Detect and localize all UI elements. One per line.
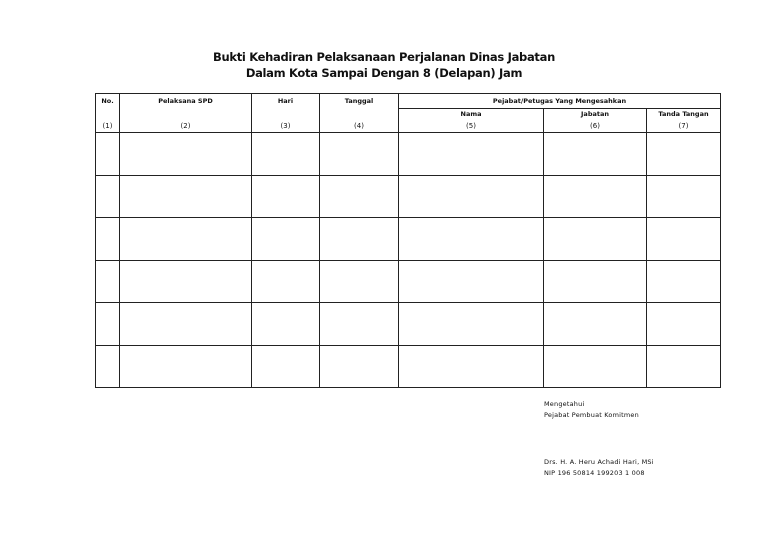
- mengetahui-label: Mengetahui: [544, 400, 585, 408]
- table-cell[interactable]: [399, 345, 544, 388]
- table-cell[interactable]: [252, 133, 320, 176]
- table-row: [96, 345, 721, 388]
- table-cell[interactable]: [647, 133, 721, 176]
- table-body: [96, 133, 721, 388]
- table-cell[interactable]: [252, 218, 320, 261]
- table-cell[interactable]: [252, 345, 320, 388]
- table-cell[interactable]: [320, 218, 399, 261]
- signatory-block: [544, 457, 654, 479]
- table-cell[interactable]: [399, 218, 544, 261]
- table-cell[interactable]: [647, 175, 721, 218]
- attendance-table: [95, 93, 721, 388]
- col-header-pelaksana: Pelaksana SPD: [120, 94, 252, 109]
- table-cell[interactable]: [96, 345, 120, 388]
- table-row: [96, 175, 721, 218]
- col-header-tanda-tangan: Tanda Tangan: [647, 109, 721, 120]
- col-header-hari: Hari: [252, 94, 320, 109]
- table-row: [96, 260, 721, 303]
- title-line-1: Bukti Kehadiran Pelaksanaan Perjalanan Dinas Jabatan: [213, 50, 555, 64]
- table-cell[interactable]: [252, 175, 320, 218]
- col-number: (6): [544, 119, 647, 133]
- table-cell[interactable]: [647, 218, 721, 261]
- header-row-1: [96, 94, 721, 109]
- header-row-2: [96, 109, 721, 120]
- col-number: (3): [252, 119, 320, 133]
- table-cell[interactable]: [320, 175, 399, 218]
- title-line-2: Dalam Kota Sampai Dengan 8 (Delapan) Jam: [245, 66, 523, 80]
- col-header-no: No.: [96, 94, 120, 109]
- table-cell[interactable]: [399, 175, 544, 218]
- table-cell[interactable]: [96, 260, 120, 303]
- col-header-nama: Nama: [399, 109, 544, 120]
- table-cell[interactable]: [544, 260, 647, 303]
- table-cell[interactable]: [96, 133, 120, 176]
- table-row: [96, 303, 721, 346]
- table-cell[interactable]: [252, 303, 320, 346]
- table-cell[interactable]: [544, 133, 647, 176]
- header-spacer: [120, 109, 252, 120]
- col-number: (2): [120, 119, 252, 133]
- table-cell[interactable]: [320, 345, 399, 388]
- table-cell[interactable]: [120, 303, 252, 346]
- table-cell[interactable]: [544, 175, 647, 218]
- col-number: (5): [399, 119, 544, 133]
- document-title: [0, 49, 768, 81]
- table-cell[interactable]: [647, 260, 721, 303]
- table-cell[interactable]: [120, 260, 252, 303]
- table-cell[interactable]: [320, 303, 399, 346]
- approval-block: [544, 399, 639, 421]
- table-cell[interactable]: [96, 218, 120, 261]
- table-cell[interactable]: [399, 260, 544, 303]
- signatory-name: Drs. H. A. Heru Achadi Hari, MSi: [544, 458, 654, 466]
- table-cell[interactable]: [647, 345, 721, 388]
- col-header-pejabat: Pejabat/Petugas Yang Mengesahkan: [399, 94, 721, 109]
- col-number: (4): [320, 119, 399, 133]
- pejabat-title: Pejabat Pembuat Komitmen: [544, 411, 639, 419]
- table-cell[interactable]: [647, 303, 721, 346]
- table-cell[interactable]: [399, 133, 544, 176]
- column-number-row: [96, 119, 721, 133]
- table-cell[interactable]: [96, 303, 120, 346]
- col-header-jabatan: Jabatan: [544, 109, 647, 120]
- table-cell[interactable]: [252, 260, 320, 303]
- col-number: (7): [647, 119, 721, 133]
- table-cell[interactable]: [120, 175, 252, 218]
- table-cell[interactable]: [120, 218, 252, 261]
- table-cell[interactable]: [544, 218, 647, 261]
- table-row: [96, 133, 721, 176]
- table-row: [96, 218, 721, 261]
- table-cell[interactable]: [320, 133, 399, 176]
- col-header-tanggal: Tanggal: [320, 94, 399, 109]
- table-cell[interactable]: [120, 345, 252, 388]
- header-spacer: [252, 109, 320, 120]
- table-cell[interactable]: [120, 133, 252, 176]
- table-cell[interactable]: [399, 303, 544, 346]
- table-cell[interactable]: [544, 345, 647, 388]
- header-spacer: [96, 109, 120, 120]
- table-cell[interactable]: [96, 175, 120, 218]
- table-cell[interactable]: [544, 303, 647, 346]
- col-number: (1): [96, 119, 120, 133]
- header-spacer: [320, 109, 399, 120]
- table-cell[interactable]: [320, 260, 399, 303]
- signatory-nip: NIP 196 50814 199203 1 008: [544, 469, 645, 477]
